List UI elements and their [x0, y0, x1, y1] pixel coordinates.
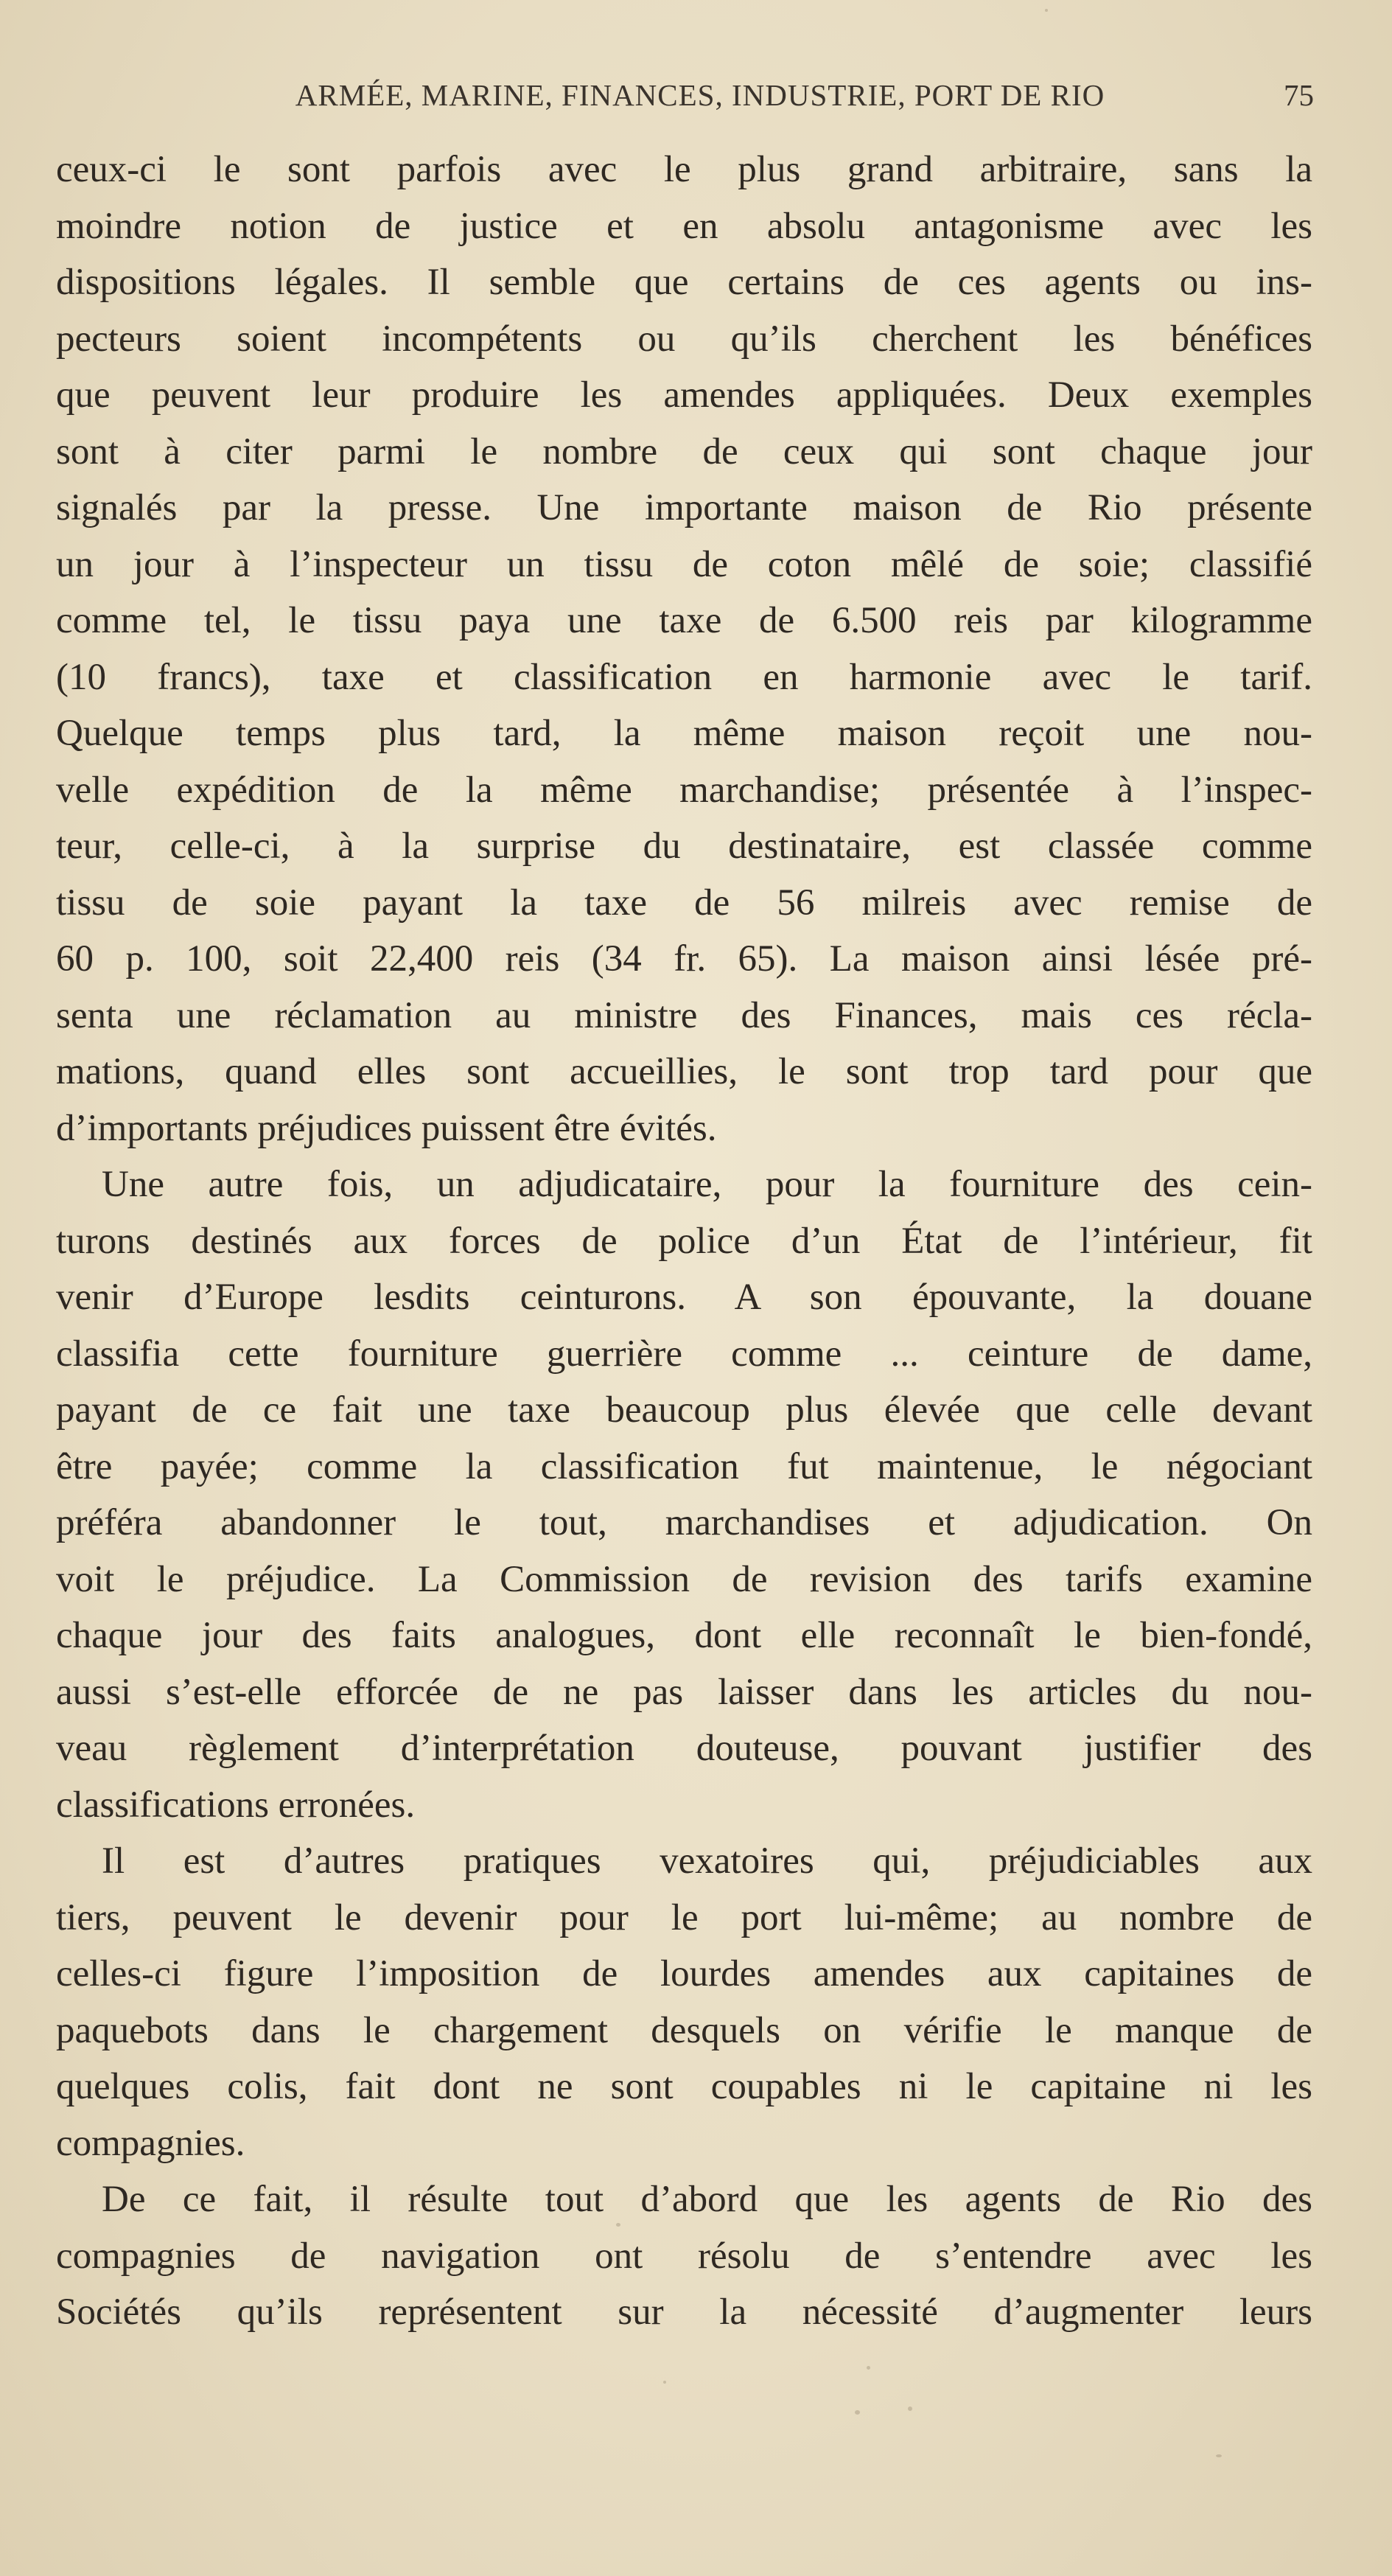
text-line: (10 francs), taxe et classification en harmonie avec le tarif. — [56, 656, 1312, 698]
paper-speck — [1045, 9, 1048, 12]
paper-speck — [663, 2381, 666, 2384]
text-line: comme tel, le tissu paya une taxe de 6.500 reis par kilogramme — [56, 600, 1312, 641]
paper-speck — [855, 2410, 860, 2415]
text-line: veau règlement d’interprétation douteuse, pouvant justifier des — [56, 1728, 1312, 1769]
text-line: moindre notion de justice et en absolu antagonisme avec les — [56, 205, 1312, 247]
text-line: ceux-ci le sont parfois avec le plus grand arbitraire, sans la — [56, 149, 1312, 190]
text-line: d’importants préjudices puissent être évités. — [56, 1107, 717, 1149]
text-line: celles-ci figure l’imposition de lourdes amendes aux capitaines de — [56, 1953, 1312, 1994]
text-line: compagnies. — [56, 2122, 245, 2164]
paper-speck — [908, 2406, 912, 2411]
text-line: classifia cette fourniture guerrière comme ... ceinture de dame, — [56, 1333, 1312, 1375]
text-line: teur, celle-ci, à la surprise du destinataire, est classée comme — [56, 825, 1312, 867]
text-line: De ce fait, il résulte tout d’abord que les agents de Rio des — [102, 2179, 1312, 2220]
text-line: Une autre fois, un adjudicataire, pour la fourniture des cein- — [102, 1164, 1312, 1205]
text-line: turons destinés aux forces de police d’un État de l’intérieur, fit — [56, 1220, 1312, 1262]
text-line: venir d’Europe lesdits ceinturons. A son épouvante, la douane — [56, 1277, 1312, 1318]
text-line: quelques colis, fait dont ne sont coupables ni le capitaine ni les — [56, 2066, 1312, 2107]
paper-speck — [867, 2366, 870, 2370]
text-line: pecteurs soient incompétents ou qu’ils cherchent les bénéfices — [56, 318, 1312, 360]
text-line: voit le préjudice. La Commission de revision des tarifs examine — [56, 1558, 1312, 1600]
page-number: 75 — [1284, 78, 1314, 112]
paper-speck — [616, 2223, 620, 2227]
text-line: 60 p. 100, soit 22,400 reis (34 fr. 65). La maison ainsi lésée pré- — [56, 938, 1312, 980]
text-line: tissu de soie payant la taxe de 56 milreis avec remise de — [56, 882, 1312, 924]
running-title: ARMÉE, MARINE, FINANCES, INDUSTRIE, PORT DE RIO — [295, 78, 1105, 112]
text-line: préféra abandonner le tout, marchandises et adjudication. On — [56, 1502, 1312, 1543]
text-line: être payée; comme la classification fut maintenue, le négociant — [56, 1445, 1312, 1487]
text-line: dispositions légales. Il semble que certains de ces agents ou ins- — [56, 262, 1312, 303]
text-line: compagnies de navigation ont résolu de s’entendre avec les — [56, 2235, 1312, 2277]
text-line: paquebots dans le chargement desquels on vérifie le manque de — [56, 2009, 1312, 2051]
text-line: tiers, peuvent le devenir pour le port lui-même; au nombre de — [56, 1896, 1312, 1938]
text-line: chaque jour des faits analogues, dont elle reconnaît le bien-fondé, — [56, 1615, 1312, 1656]
text-line: signalés par la presse. Une importante maison de Rio présente — [56, 487, 1312, 528]
text-line: Sociétés qu’ils représentent sur la nécessité d’augmenter leurs — [56, 2291, 1312, 2333]
paper-speck — [1216, 2454, 1222, 2457]
text-line: sont à citer parmi le nombre de ceux qui sont chaque jour — [56, 430, 1312, 472]
text-line: classifications erronées. — [56, 1784, 416, 1826]
text-line: Il est d’autres pratiques vexatoires qui, préjudiciables aux — [102, 1840, 1312, 1882]
text-line: senta une réclamation au ministre des Finances, mais ces récla- — [56, 994, 1312, 1036]
text-line: mations, quand elles sont accueillies, le sont trop tard pour que — [56, 1051, 1312, 1092]
text-line: un jour à l’inspecteur un tissu de coton mêlé de soie; classifié — [56, 543, 1312, 585]
text-line: payant de ce fait une taxe beaucoup plus élevée que celle devant — [56, 1389, 1312, 1431]
text-line: que peuvent leur produire les amendes appliquées. Deux exemples — [56, 374, 1312, 416]
text-line: velle expédition de la même marchandise; présentée à l’inspec- — [56, 769, 1312, 811]
text-line: aussi s’est-elle efforcée de ne pas laisser dans les articles du nou- — [56, 1671, 1312, 1713]
text-line: Quelque temps plus tard, la même maison reçoit une nou- — [56, 713, 1312, 754]
body-text — [56, 142, 1312, 2341]
